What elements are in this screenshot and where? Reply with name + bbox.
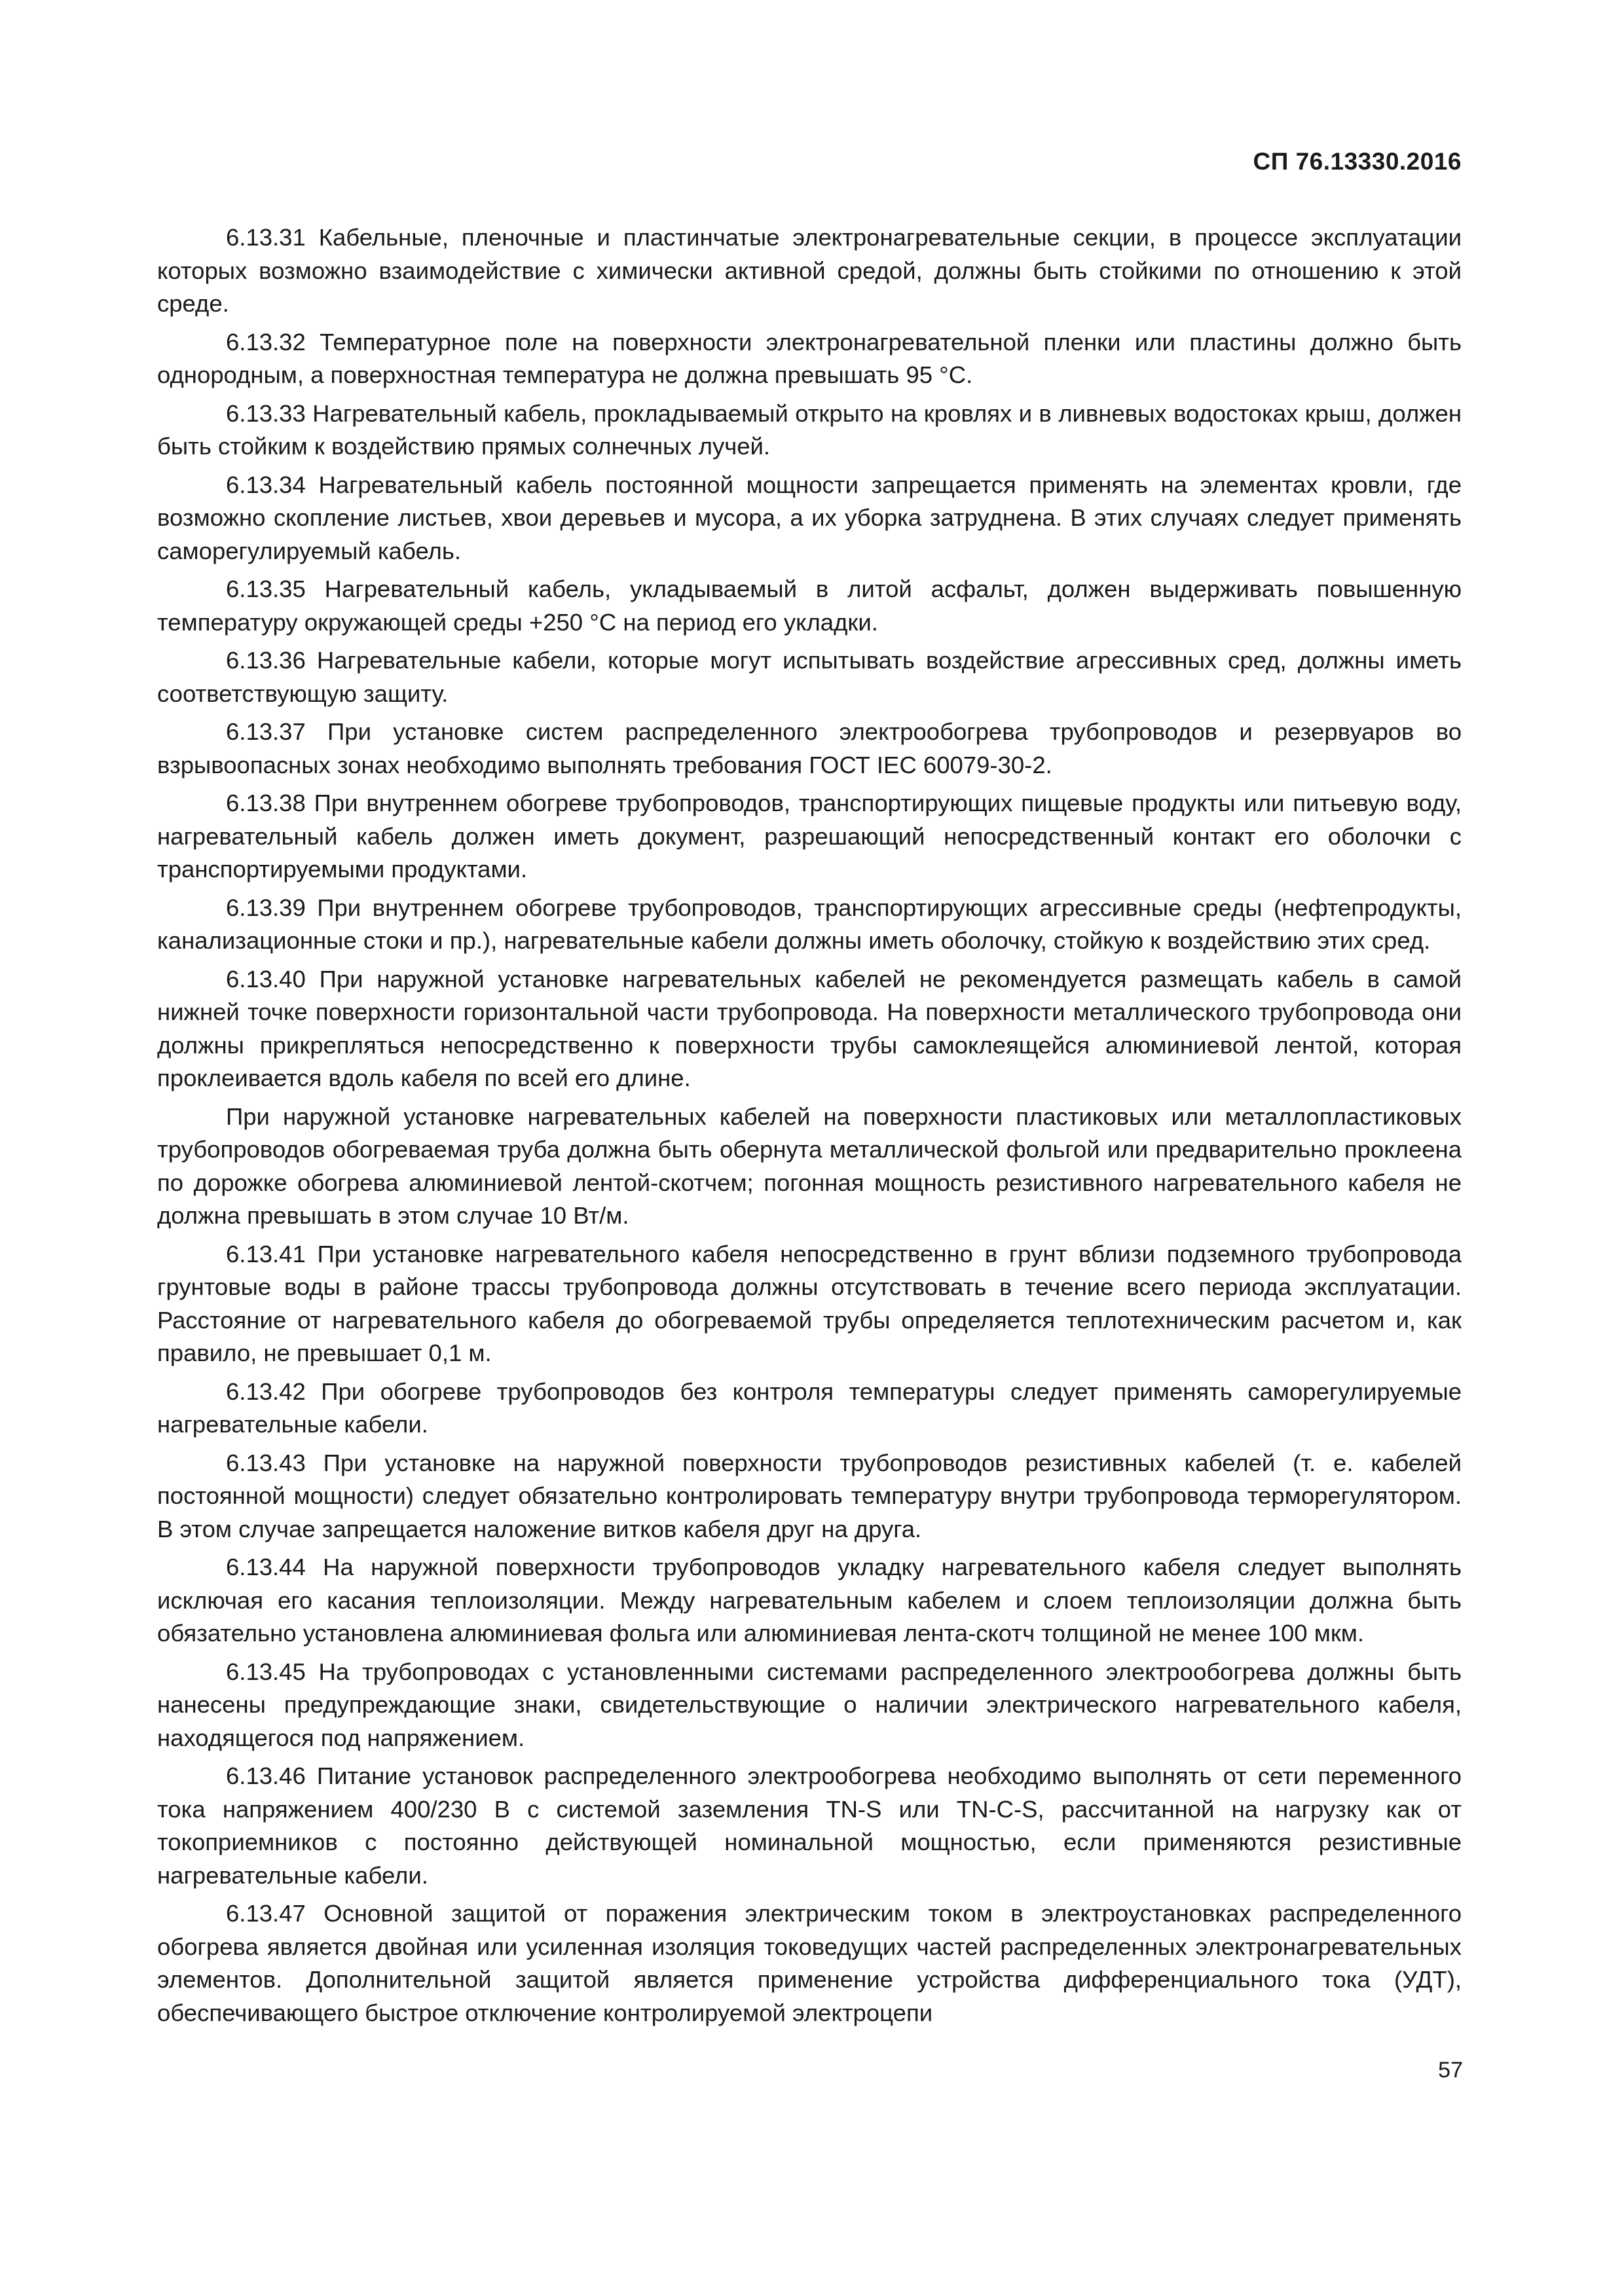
- document-body: [157, 221, 1462, 2035]
- paragraph-6-13-38: 6.13.38 При внутреннем обогреве трубопроводов, транспортирующих пищевые продукты или питьевую воду, нагревательный кабель должен иметь документ, разрешающий непосредственный контакт его оболочки с транспортируемыми продуктами.: [157, 790, 1462, 883]
- paragraph-6-13-39: 6.13.39 При внутреннем обогреве трубопроводов, транспортирующих агрессивные среды (нефтепродукты, канализационные стоки и пр.), нагревательные кабели должны иметь оболочку, стойкую к воздействию этих сред.: [157, 894, 1462, 954]
- paragraph-6-13-37: 6.13.37 При установке систем распределенного электрообогрева трубопроводов и резервуаров во взрывоопасных зонах необходимо выполнять требования ГОСТ IEC 60079-30-2.: [157, 718, 1462, 778]
- paragraph-6-13-46: 6.13.46 Питание установок распределенного электрообогрева необходимо выполнять от сети переменного тока напряжением 400/230 В с системой заземления TN-S или TN-C-S, рассчитанной на нагрузку как от токоприемников с постоянно действующей номинальной мощностью, если применяются резистивные нагревательные кабели.: [157, 1762, 1462, 1889]
- paragraph-6-13-35: 6.13.35 Нагревательный кабель, укладываемый в литой асфальт, должен выдерживать повышенную температуру окружающей среды +250 °С на период его укладки.: [157, 575, 1462, 636]
- paragraph-6-13-40-continued: При наружной установке нагревательных кабелей на поверхности пластиковых или металлопластиковых трубопроводов обогреваемая труба должна быть обернута металлической фольгой или предварительно проклеена по дорожке обогрева алюминиевой лентой-скотчем; погонная мощность резистивного нагревательного кабеля не должна превышать в этом случае 10 Вт/м.: [157, 1102, 1462, 1229]
- paragraph-6-13-36: 6.13.36 Нагревательные кабели, которые могут испытывать воздействие агрессивных сред, должны иметь соответствующую защиту.: [157, 647, 1462, 707]
- paragraph-6-13-31: 6.13.31 Кабельные, пленочные и пластинчатые электронагревательные секции, в процессе эксплуатации которых возможно взаимодействие с химически активной средой, должны быть стойкими по отношению к этой среде.: [157, 224, 1462, 317]
- paragraph-6-13-43: 6.13.43 При установке на наружной поверхности трубопроводов резистивных кабелей (т. е. кабелей постоянной мощности) следует обязательно контролировать температуру внутри трубопровода терморегулятором. В этом случае запрещается наложение витков кабеля друг на друга.: [157, 1449, 1462, 1542]
- paragraph-6-13-32: 6.13.32 Температурное поле на поверхности электронагревательной пленки или пластины должно быть однородным, а поверхностная температура не должна превышать 95 °С.: [157, 328, 1462, 388]
- paragraph-6-13-47: 6.13.47 Основной защитой от поражения электрическим током в электроустановках распределенного обогрева является двойная или усиленная изоляция токоведущих частей распределенных электронагревательных элементов. Дополнительной защитой является применение устройства дифференциального тока (УДТ), обеспечивающего быстрое отключение контролируемой электроцепи: [157, 1900, 1462, 2026]
- paragraph-6-13-33: 6.13.33 Нагревательный кабель, прокладываемый открыто на кровлях и в ливневых водостоках крыш, должен быть стойким к воздействию прямых солнечных лучей.: [157, 399, 1462, 460]
- document-code: СП 76.13330.2016: [1253, 148, 1462, 175]
- paragraph-6-13-44: 6.13.44 На наружной поверхности трубопроводов укладку нагревательного кабеля следует выполнять исключая его касания теплоизоляции. Между нагревательным кабелем и слоем теплоизоляции должна быть обязательно установлена алюминиевая фольга или алюминиевая лента-скотч толщиной не менее 100 мкм.: [157, 1554, 1462, 1647]
- paragraph-6-13-34: 6.13.34 Нагревательный кабель постоянной мощности запрещается применять на элементах кровли, где возможно скопление листьев, хвои деревьев и мусора, а их уборка затруднена. В этих случаях следует применять саморегулируемый кабель.: [157, 471, 1462, 564]
- paragraph-6-13-40: 6.13.40 При наружной установке нагревательных кабелей не рекомендуется размещать кабель в самой нижней точке поверхности горизонтальной части трубопровода. На поверхности металлического трубопровода они должны прикрепляться непосредственно к поверхности трубы самоклеящейся алюминиевой лентой, которая проклеивается вдоль кабеля по всей его длине.: [157, 965, 1462, 1091]
- paragraph-6-13-45: 6.13.45 На трубопроводах с установленными системами распределенного электрообогрева должны быть нанесены предупреждающие знаки, свидетельствующие о наличии электрического нагревательного кабеля, находящегося под напряжением.: [157, 1658, 1462, 1751]
- paragraph-6-13-41: 6.13.41 При установке нагревательного кабеля непосредственно в грунт вблизи подземного трубопровода грунтовые воды в районе трассы трубопровода должны отсутствовать в течение всего периода эксплуатации. Расстояние от нагревательного кабеля до обогреваемой трубы определяется теплотехническим расчетом и, как правило, не превышает 0,1 м.: [157, 1240, 1462, 1366]
- page-number: 57: [1438, 2058, 1463, 2083]
- paragraph-6-13-42: 6.13.42 При обогреве трубопроводов без контроля температуры следует применять саморегулируемые нагревательные кабели.: [157, 1377, 1462, 1438]
